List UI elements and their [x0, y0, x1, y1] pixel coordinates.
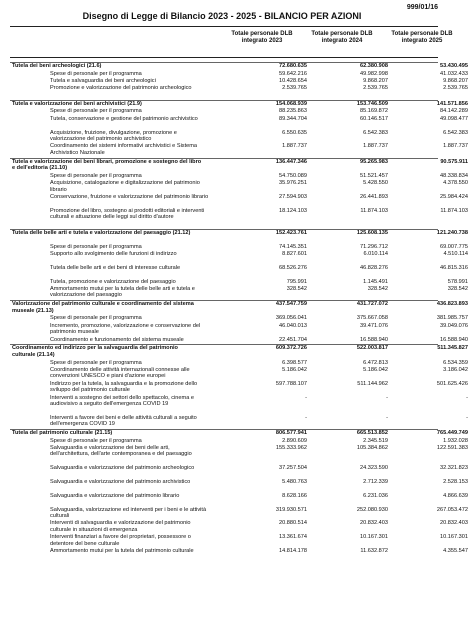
row-label: Coordinamento dei sistemi informativi archivistici e Sistema Archivistico Nazionale — [50, 143, 198, 156]
table-row — [10, 264, 468, 279]
value-2025: 267.053.472 — [436, 506, 468, 513]
value-2024: 26.441.893 — [360, 194, 388, 201]
row-label: Spese di personale per il programma — [50, 359, 142, 366]
row-label: Tutela, conservazione e gestione del patrimonio archivistico — [50, 115, 198, 122]
row-label: Valorizzazione del patrimonio culturale e coordinamento del sistema museale (21.13) — [12, 301, 194, 314]
value-2025: 46.815.316 — [440, 264, 468, 271]
value-2025: 48.338.834 — [440, 172, 468, 179]
value-2024: 11.632.872 — [360, 548, 388, 555]
table-row — [10, 359, 468, 367]
value-2024: 46.828.276 — [360, 264, 388, 271]
mission-row — [10, 229, 468, 244]
value-2023: 37.257.504 — [279, 465, 307, 472]
row-label: Interventi a sostegno dei settori dello spettacolo, cinema e audiovisivo a seguito dell'emergenza COVID 19 — [50, 394, 194, 407]
value-2023: 328.542 — [286, 285, 307, 292]
page-title: Disegno di Legge di Bilancio 2023 - 2025 - BILANCIO PER AZIONI — [82, 11, 362, 21]
value-2023: 14.814.178 — [279, 548, 307, 555]
table-row — [10, 437, 468, 445]
value-2023: 1.887.737 — [282, 143, 307, 150]
value-2025: 6.542.383 — [443, 129, 468, 136]
value-2023: 155.333.962 — [275, 445, 307, 452]
value-2024: 85.169.872 — [360, 108, 388, 115]
value-2023: 68.526.276 — [279, 264, 307, 271]
row-label: Interventi di salvaguardia e valorizzazione del patrimonio culturale in situazioni di emergenza — [50, 520, 191, 533]
value-2025: 16.588.940 — [440, 336, 468, 343]
table-row — [10, 315, 468, 322]
value-2023: 2.539.765 — [282, 85, 307, 92]
table-row — [10, 322, 468, 337]
row-label: Promozione e valorizzazione del patrimonio archeologico — [50, 85, 192, 92]
value-2023: 8.628.166 — [282, 492, 307, 499]
table-row — [10, 250, 468, 265]
row-label: Tutela, promozione e valorizzazione del paesaggio — [50, 278, 176, 285]
value-2023: 5.480.763 — [282, 479, 307, 486]
value-2025: 381.985.757 — [436, 315, 468, 322]
table-row — [10, 207, 468, 228]
value-2025: 90.575.911 — [440, 158, 468, 165]
row-label: Tutela delle belle arti e tutela e valorizzazione del paesaggio (21.12) — [12, 229, 191, 236]
row-label: Tutela delle belle arti e dei beni di interesse culturale — [50, 264, 181, 271]
table-row — [10, 143, 468, 157]
value-2023: 795.991 — [286, 278, 307, 285]
value-2023: 46.040.013 — [279, 322, 307, 329]
row-label: Interventi a favore dei beni e delle attività culturali a seguito dell'emergenza COVID 19 — [50, 414, 197, 428]
table-row — [10, 548, 468, 562]
table-row — [10, 129, 468, 144]
value-2025: - — [466, 414, 468, 421]
value-2025: 2.539.765 — [443, 85, 468, 92]
value-2025: 9.868.207 — [443, 78, 468, 85]
row-label: Tutela e salvaguardia dei beni archeologici — [50, 78, 156, 85]
value-2025: 501.625.426 — [436, 380, 468, 387]
table-row — [10, 445, 468, 465]
row-label: Coordinamento ed indirizzo per la salvaguardia del patrimonio culturale (21.14) — [12, 345, 178, 358]
row-label: Salvaguardia, valorizzazione ed interventi per i beni e le attività culturali — [50, 506, 207, 520]
row-label: Coordinamento e funzionamento del sistema museale — [50, 336, 184, 343]
table-row — [10, 465, 468, 479]
table-row — [10, 194, 468, 208]
value-2024: 2.712.339 — [363, 479, 388, 486]
row-label: Acquisizione, fruizione, divulgazione, promozione e valorizzazione del patrimonio archivistico — [50, 129, 177, 143]
table-row — [10, 520, 468, 534]
value-2025: 39.049.076 — [440, 322, 468, 329]
value-2023: 54.750.089 — [279, 172, 307, 179]
value-2023: 597.788.107 — [275, 380, 307, 387]
value-2024: 5.186.042 — [363, 366, 388, 373]
value-2023: 2.890.609 — [282, 437, 307, 444]
value-2025: 578.991 — [447, 278, 468, 285]
table-row — [10, 115, 468, 130]
value-2025: 328.542 — [447, 285, 468, 292]
value-2023: 89.344.704 — [279, 115, 307, 122]
mission-row — [10, 344, 468, 359]
value-2025: 69.007.775 — [440, 243, 468, 250]
value-2025: 25.984.424 — [440, 194, 468, 201]
value-2024: 2.345.519 — [363, 437, 388, 444]
table-row — [10, 172, 468, 180]
value-2025: 20.832.403 — [440, 520, 468, 527]
table-row — [10, 78, 468, 85]
value-2024: 6.231.036 — [363, 492, 388, 499]
value-2024: 62.380.908 — [360, 63, 388, 69]
value-2025: 84.142.289 — [440, 108, 468, 115]
value-2024: 252.080.930 — [356, 506, 388, 513]
value-2024: 1.887.737 — [363, 143, 388, 150]
column-header-2024: Totale personale DLB integrato 2024 — [311, 31, 373, 44]
value-2023: 136.447.346 — [275, 158, 307, 165]
value-2024: 51.521.457 — [360, 172, 388, 179]
value-2025: 765.449.749 — [436, 430, 468, 436]
table-row — [10, 85, 468, 99]
value-2023: 8.827.601 — [282, 250, 307, 257]
value-2025: 3.186.042 — [443, 366, 468, 373]
value-2025: 2.528.153 — [443, 479, 468, 486]
table-row — [10, 285, 468, 300]
value-2025: 511.345.827 — [437, 345, 468, 352]
row-label: Conservazione, fruizione e valorizzazione del patrimonio librario — [50, 194, 209, 201]
row-label: Spese di personale per il programma — [50, 243, 142, 250]
table-row — [10, 394, 468, 415]
mission-row — [10, 158, 468, 173]
value-2024: - — [386, 414, 388, 421]
value-2025: 10.167.301 — [440, 534, 468, 541]
value-2024: 328.542 — [367, 285, 388, 292]
value-2023: 152.423.761 — [275, 229, 307, 236]
row-label: Promozione del libro, sostegno ai prodotti editoriali e interventi culturali e attuazione delle leggi sul diritto d'autore — [50, 207, 205, 221]
value-2023: 6.398.577 — [282, 359, 307, 366]
row-label: Salvaguardia e valorizzazione del patrimonio archeologico — [50, 465, 195, 472]
value-2024: 10.167.301 — [360, 534, 388, 541]
value-2025: 4.510.114 — [443, 250, 468, 257]
value-2023: 20.880.514 — [279, 520, 307, 527]
value-2023: 319.930.571 — [275, 506, 307, 513]
value-2024: 39.471.076 — [360, 322, 388, 329]
value-2023: 13.361.674 — [279, 534, 307, 541]
row-label: Spese di personale per il programma — [50, 108, 142, 115]
row-label: Tutela e valorizzazione dei beni librari, promozione e sostegno del libro e dell'editoria (21.10) — [12, 158, 202, 172]
mission-row — [10, 100, 468, 109]
value-2025: 6.534.359 — [443, 359, 468, 366]
row-label: Supporto allo svolgimento delle funzioni di indirizzo — [50, 250, 177, 257]
value-2025: 121.240.738 — [436, 229, 468, 236]
value-2025: 122.591.383 — [436, 445, 468, 452]
value-2023: 609.372.726 — [275, 345, 307, 352]
value-2023: 5.186.042 — [282, 366, 307, 373]
row-label: Tutela e valorizzazione dei beni archivistici (21.9) — [12, 100, 142, 107]
document-code: 999/01/16 — [406, 4, 438, 11]
table-row — [10, 380, 468, 395]
value-2024: 375.667.058 — [356, 315, 388, 322]
row-label: Spese di personale per il programma — [50, 437, 142, 444]
budget-table — [10, 62, 468, 630]
row-label: Incremento, promozione, valorizzazione e conservazione del patrimonio museale — [50, 322, 201, 336]
value-2023: 806.577.941 — [275, 430, 307, 436]
table-row — [10, 506, 468, 521]
row-label: Indirizzo per la tutela, la salvaguardia e la promozione dello sviluppo del patrimonio culturale — [50, 380, 198, 394]
table-row — [10, 366, 468, 381]
value-2024: 60.146.517 — [360, 115, 388, 122]
value-2023: 22.451.704 — [279, 336, 307, 343]
mission-row — [10, 429, 468, 438]
value-2023: 59.642.216 — [279, 70, 307, 77]
table-row — [10, 180, 468, 194]
table-row — [10, 479, 468, 493]
value-2024: 20.832.403 — [360, 520, 388, 527]
mission-row — [10, 300, 468, 315]
value-2023: - — [305, 394, 307, 401]
value-2024: 6.542.383 — [363, 129, 388, 136]
table-row — [10, 414, 468, 429]
row-label: Tutela dei beni archeologici (21.6) — [12, 63, 102, 69]
value-2023: 369.056.041 — [275, 315, 307, 322]
value-2025: 4.355.547 — [443, 548, 468, 555]
value-2023: 35.976.251 — [279, 180, 307, 187]
value-2025: 49.098.477 — [440, 115, 468, 122]
value-2024: - — [386, 394, 388, 401]
table-row — [10, 243, 468, 251]
value-2023: 10.428.654 — [279, 78, 307, 85]
value-2024: 511.144.962 — [357, 380, 388, 387]
row-label: Spese di personale per il programma — [50, 315, 142, 322]
value-2024: 11.874.103 — [360, 207, 388, 214]
row-label: Spese di personale per il programma — [50, 172, 142, 179]
value-2025: 53.430.495 — [440, 63, 468, 69]
row-label: Spese di personale per il programma — [50, 70, 142, 77]
table-header — [10, 26, 453, 58]
value-2025: - — [466, 394, 468, 401]
value-2024: 125.608.135 — [356, 229, 388, 236]
row-label: Ammortamento mutui per la tutela delle belle arti e tutela e valorizzazione del paesaggio — [50, 285, 195, 299]
table-row — [10, 492, 468, 507]
value-2024: 431.727.072 — [356, 301, 388, 308]
value-2025: 1.887.737 — [443, 143, 468, 150]
value-2024: 16.588.940 — [360, 336, 388, 343]
row-label: Coordinamento delle attività internazionali connesse alle convenzioni UNESCO e piani d'azione europei — [50, 366, 190, 380]
value-2025: 1.932.028 — [443, 437, 468, 444]
value-2025: 41.032.433 — [440, 70, 468, 77]
value-2024: 49.982.998 — [360, 70, 388, 77]
column-header-2023: Totale personale DLB integrato 2023 — [231, 31, 293, 44]
value-2024: 95.265.983 — [360, 158, 388, 165]
value-2023: 18.124.103 — [279, 207, 307, 214]
mission-row — [10, 62, 468, 71]
value-2024: 24.323.590 — [360, 465, 388, 472]
value-2024: 665.513.852 — [356, 430, 388, 436]
value-2024: 105.384.862 — [356, 445, 388, 452]
table-row — [10, 534, 468, 548]
value-2025: 436.823.893 — [436, 301, 468, 308]
value-2025: 11.874.103 — [440, 207, 468, 214]
value-2024: 2.539.765 — [363, 85, 388, 92]
value-2023: 88.235.863 — [279, 108, 307, 115]
value-2024: 1.145.491 — [363, 278, 388, 285]
row-label: Salvaguardia e valorizzazione dei beni delle arti, dell'architettura, dell'arte contemporanea e del paesaggio — [50, 445, 192, 458]
row-label: Salvaguardia e valorizzazione del patrimonio librario — [50, 492, 180, 499]
column-header-2025: Totale personale DLB integrato 2025 — [391, 31, 453, 44]
table-row — [10, 108, 468, 115]
value-2025: 32.321.823 — [440, 465, 468, 472]
table-row — [10, 336, 468, 344]
value-2024: 6.010.114 — [363, 250, 388, 257]
value-2024: 9.868.207 — [363, 78, 388, 85]
value-2024: 5.428.550 — [363, 180, 388, 187]
value-2023: 72.680.635 — [279, 63, 307, 69]
value-2024: 522.003.817 — [356, 345, 388, 352]
value-2024: 6.472.813 — [363, 359, 388, 366]
value-2025: 4.866.639 — [443, 492, 468, 499]
value-2023: - — [305, 414, 307, 421]
row-label: Tutela del patrimonio culturale (21.15) — [12, 430, 113, 436]
row-label: Salvaguardia e valorizzazione del patrimonio archivistico — [50, 479, 191, 486]
row-label: Ammortamento mutui per la tutela del patrimonio culturale — [50, 548, 194, 555]
value-2023: 27.594.903 — [279, 194, 307, 201]
value-2025: 141.571.856 — [436, 100, 468, 107]
value-2025: 4.378.550 — [443, 180, 468, 187]
value-2023: 6.550.635 — [282, 129, 307, 136]
value-2023: 437.547.759 — [275, 301, 307, 308]
row-label: Acquisizione, catalogazione e digitalizzazione del patrimonio librario — [50, 180, 200, 193]
value-2023: 74.145.351 — [279, 243, 307, 250]
value-2024: 153.746.509 — [356, 100, 388, 107]
table-row — [10, 70, 468, 78]
value-2023: 154.068.939 — [275, 100, 307, 107]
row-label: Interventi finanziari a favore dei proprietari, possessore o detentore del bene culturale — [50, 534, 191, 547]
value-2024: 71.296.712 — [360, 243, 388, 250]
table-row — [10, 278, 468, 286]
